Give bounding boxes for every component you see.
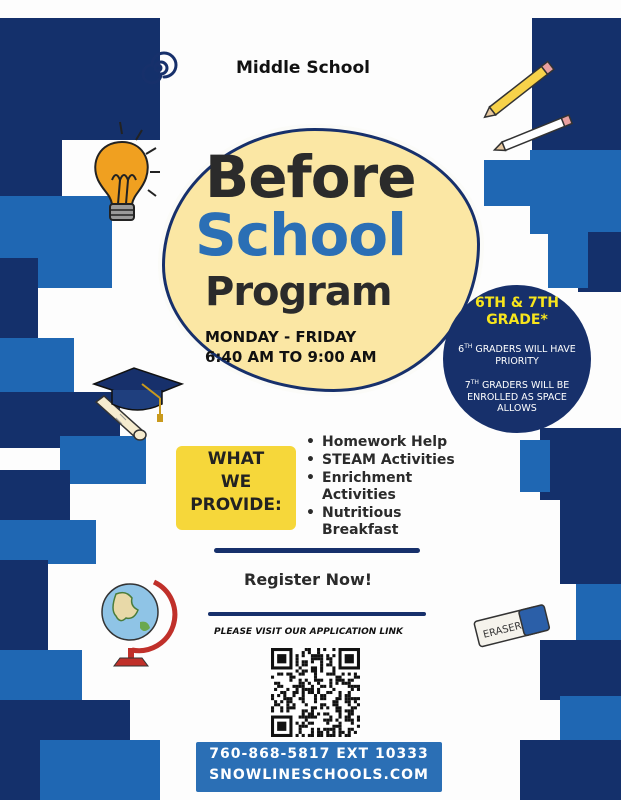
schedule-days: MONDAY - FRIDAY [205, 328, 357, 346]
decor-block [520, 440, 550, 492]
divider [214, 548, 420, 553]
decor-block [0, 520, 96, 564]
list-item-text: • Enrichment Activities [322, 470, 413, 504]
what-we-provide-label [176, 446, 296, 530]
provide-line3: PROVIDE: [190, 494, 282, 515]
title-before: Before [205, 143, 416, 211]
list-item-text: • Nutritious Breakfast [322, 505, 402, 539]
light-bulb-icon [86, 120, 166, 230]
grade-badge-note-7th [453, 379, 581, 414]
note-7th-number: 7 [464, 380, 471, 392]
grade-badge-title-line1: 6TH & 7TH [475, 295, 559, 311]
application-link-text: PLEASE VISIT OUR APPLICATION LINK [214, 627, 403, 637]
spiral-icon [138, 48, 178, 88]
eraser-label: ERASER [482, 620, 523, 641]
qr-code-icon[interactable] [271, 648, 360, 737]
note-7th-suffix: TH [470, 379, 479, 386]
header-text: Middle School [236, 58, 370, 78]
contact-footer [196, 742, 442, 792]
schedule-text [205, 328, 377, 367]
decor-block [560, 500, 621, 584]
grade-badge [443, 285, 591, 433]
phone-number: 760-868-5817 EXT 10333 [209, 746, 429, 762]
register-heading: Register Now! [244, 570, 373, 589]
list-item: • Homework Help [306, 434, 455, 451]
decor-block [520, 740, 621, 800]
decor-block [484, 160, 544, 206]
pencil-icon [488, 56, 578, 156]
decor-block [576, 584, 621, 644]
decor-block [0, 560, 48, 658]
decor-block [0, 338, 74, 394]
website-link[interactable]: SNOWLINESCHOOLS.COM [209, 767, 429, 783]
note-6th-number: 6 [458, 344, 465, 356]
list-item [306, 470, 455, 504]
note-7th-text: GRADERS WILL BE ENROLLED AS SPACE ALLOWS [467, 380, 570, 414]
decor-block [40, 740, 160, 800]
graduation-cap-icon [86, 362, 190, 452]
list-item [306, 505, 455, 539]
note-6th-suffix: TH [464, 343, 473, 350]
grade-badge-note-6th [453, 343, 581, 367]
title-program: Program [205, 269, 392, 315]
schedule-hours: 6:40 AM TO 9:00 AM [205, 347, 377, 366]
title-school: School [195, 201, 407, 269]
grade-badge-title-line2: GRADE* [486, 311, 548, 328]
decor-block [548, 232, 588, 288]
divider [208, 612, 426, 616]
eraser-icon [470, 596, 560, 656]
decor-block [540, 428, 621, 500]
list-item: • STEAM Activities [306, 452, 455, 469]
provide-line1: WHAT [207, 449, 265, 469]
provide-list [306, 434, 455, 540]
note-6th-text: GRADERS WILL HAVE PRIORITY [472, 344, 576, 367]
grade-badge-title [443, 295, 591, 329]
globe-icon [92, 572, 172, 672]
provide-line2: WE [220, 471, 252, 492]
